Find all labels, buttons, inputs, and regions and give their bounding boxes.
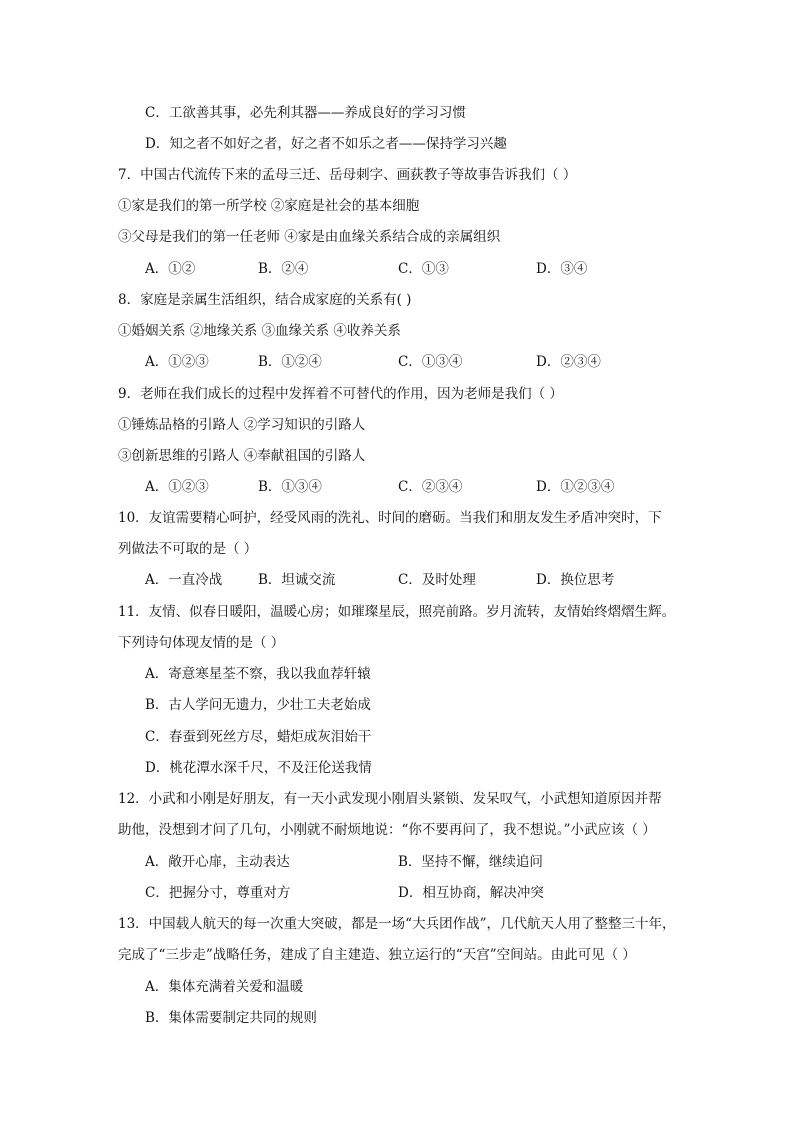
question-8-option-c: C．①③④ [398,354,463,370]
question-10-option-b: B．坦诚交流 [258,572,336,588]
question-11-option-d: D．桃花潭水深千尺，不及汪伦送我情 [145,760,372,776]
question-13-option-a: A．集体充满着关爱和温暖 [145,979,304,995]
question-8-option-d: D．②③④ [536,354,601,370]
question-12-option-a: A．敞开心扉，主动表达 [145,854,290,870]
question-11-line-2: 下列诗句体现友情的是（ ） [118,635,285,651]
question-8-option-a: A．①②③ [145,354,209,370]
question-10-line-1: 10．友谊需要精心呵护，经受风雨的洗礼、时间的磨砺。当我们和朋友发生矛盾冲突时，下 [118,510,662,526]
question-13-line-1: 13．中国载人航天的每一次重大突破，都是一场“大兵团作战”，几代航天人用了整整三十年， [118,916,676,932]
question-12-option-c: C．把握分寸，尊重对方 [145,885,291,901]
question-7-option-c: C．①③ [398,261,449,277]
question-12-option-d: D．相互协商，解决冲突 [398,885,544,901]
question-10-option-a: A．一直冷战 [145,572,223,588]
question-9: 9．老师在我们成长的过程中发挥着不可替代的作用，因为老师是我们（ ） [118,386,563,402]
question-10-line-2: 列做法不可取的是（ ） [118,541,258,557]
question-11-option-a: A．寄意寒星荃不察，我以我血荐轩辕 [145,666,371,682]
option-d-previous: D．知之者不如好之者，好之者不如乐之者——保持学习兴趣 [145,136,507,152]
question-12-option-b: B．坚持不懈，继续追问 [398,854,543,870]
question-9-option-d: D．①②③④ [536,479,615,495]
question-11-option-c: C．春蚕到死丝方尽，蜡炬成灰泪始干 [145,729,372,745]
question-7-option-a: A．①② [145,261,196,277]
question-11-option-b: B．古人学问无遗力，少壮工夫老始成 [145,697,371,713]
question-13-line-2: 完成了“三步走”战略任务，建成了自主建造、独立运行的“天宫”空间站。由此可见（ ） [118,947,636,963]
question-7-option-d: D．③④ [536,261,588,277]
question-7-option-b: B．②④ [258,261,309,277]
question-7-statement-2: ③父母是我们的第一任老师 ④家是由血缘关系结合成的亲属组织 [118,229,501,245]
question-13-option-b: B．集体需要制定共同的规则 [145,1010,317,1026]
question-10-option-c: C．及时处理 [398,572,476,588]
question-9-statement-2: ③创新思维的引路人 ④奉献祖国的引路人 [118,448,366,464]
question-9-option-c: C．②③④ [398,479,463,495]
question-9-option-b: B．①③④ [258,479,322,495]
question-7: 7．中国古代流传下来的孟母三迁、岳母刺字、画荻教子等故事告诉我们（ ） [118,167,577,183]
question-12-line-1: 12．小武和小刚是好朋友，有一天小武发现小刚眉头紧锁、发呆叹气，小武想知道原因并帮 [118,791,662,807]
question-7-statement-1: ①家是我们的第一所学校 ②家庭是社会的基本细胞 [118,198,420,214]
question-9-statement-1: ①锤炼品格的引路人 ②学习知识的引路人 [118,417,366,433]
option-c-previous: C．工欲善其事，必先利其器——养成良好的学习习惯 [145,105,466,121]
question-8-statement-1: ①婚姻关系 ②地缘关系 ③血缘关系 ④收养关系 [118,323,401,339]
question-8: 8．家庭是亲属生活组织，结合成家庭的关系有( ) [118,292,412,308]
question-9-option-a: A．①②③ [145,479,209,495]
question-11-line-1: 11．友情、似春日暖阳，温暖心房；如璀璨星辰，照亮前路。岁月流转，友情始终熠熠生辉。 [118,604,676,620]
question-12-line-2: 助他，没想到才问了几句，小刚就不耐烦地说：“你不要再问了，我不想说。”小武应该（ ） [118,822,656,838]
question-10-option-d: D．换位思考 [536,572,615,588]
question-8-option-b: B．①②④ [258,354,322,370]
